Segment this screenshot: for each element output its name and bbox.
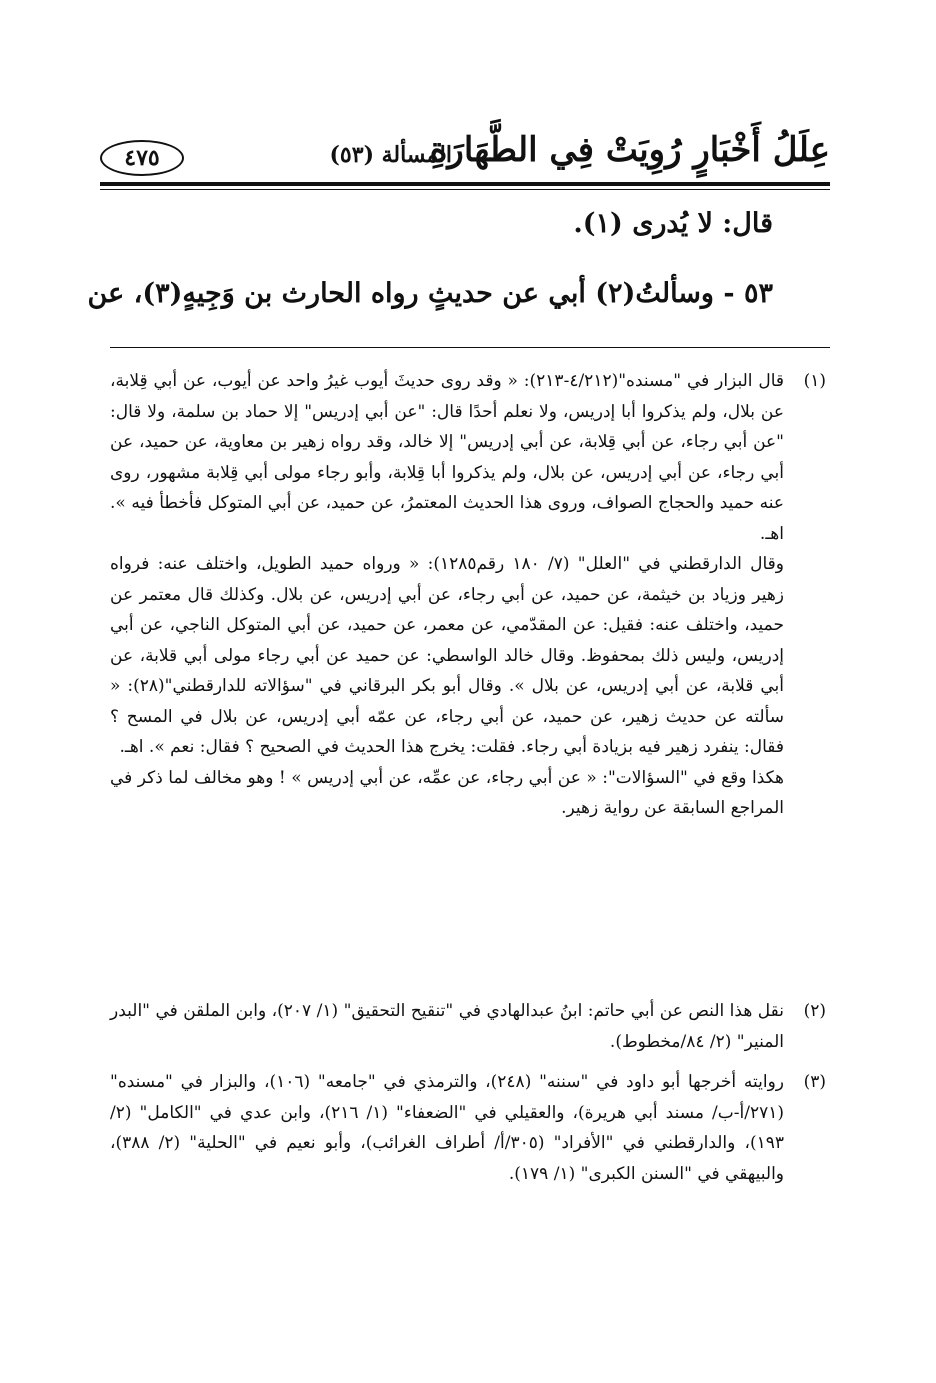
header-rule-thin	[100, 189, 830, 190]
footnote-text: روايته أخرجها أبو داود في "سننه" (٢٤٨)، والترمذي في "جامعه" (١٠٦)، والبزار في "مسنده" (٢٧١/أ-ب/ مسند أبي هريرة)، والعقيلي في "الضعفاء" (١/ ٢١٦)، وابن عدي في "الكامل" (٢/ ١٩٣)، والدارقطني في "الأفراد" (٣٠٥/أ/ أطراف الغرائب)، وأبو نعيم في "الحلية" (٢/ ٣٨٨)، والبيهقي في "السنن الكبرى" (١/ ١٧٩).	[110, 1072, 785, 1184]
footnote-continuation: وقال الدارقطني في "العلل" (٧/ ١٨٠ رقم١٢٨٥): « ورواه حميد الطويل، واختلف عنه: فرواه زهير وزياد بن خيثمة، عن حميد، عن أبي رجاء، عن أبي إدريس، عن بلال. وكذلك قال معتمر عن حميد، واختلف عنه: فقيل: عن المقدّمي، عن معمر، عن حميد، عن أبي المتوكل الناجي، عن أبي إدريس، وليس ذلك بمحفوظ. وقال خالد الواسطي: عن حميد عن أبي رجاء مولى أبي قلابة، عن أبي قلابة، عن أبي إدريس، عن بلال ». وقال أبو بكر البرقاني في "سؤالاته للدارقطني"(٢٨): « سألته عن حديث زهير، عن حميد، عن أبي رجاء، عن عمّه أبي إدريس، عن بلال في المسح ؟ فقال: ينفرد زهير فيه بزيادة أبي رجاء. فقلت: يخرج هذا الحديث في الصحيح ؟ فقال: نعم ». اهـ.	[110, 554, 785, 757]
footnote-continuation: هكذا وقع في "السؤالات": « عن أبي رجاء، عن عمِّه، عن أبي إدريس » ! وهو مخالف لما ذكر في المراجع السابقة عن رواية زهير.	[110, 767, 784, 818]
footnote-text: قال البزار في "مسنده"(٤/٢١٢-٢١٣): « وقد روى حديثَ أيوب غيرُ واحد عن أيوب، عن أبي قِلابة، عن بلال، ولم يذكروا أبا إدريس، ولا نعلم أحدًا قال: "عن أبي إدريس" إلا حماد بن سلمة، ولا قال: "عن أبي رجاء، عن أبي قِلابة، عن أبي إدريس" إلا خالد، وقد رواه زهير بن معاوية، عن حميد، عن أبي رجاء، عن أبي إدريس، عن بلال، ولم يذكروا أبا قِلابة، وأبو رجاء مولى أبي قِلابة مشهور، روى عنه حميد والحجاج الصواف، وروى هذا الحديث المعتمرُ، عن حميد، عن أبي المتوكل فأخطأ فيه ». اهـ.	[110, 371, 785, 544]
footnote-text: نقل هذا النص عن أبي حاتم: ابنُ عبدالهادي في "تنقيح التحقيق" (١/ ٢٠٧)، وابن الملقن في "البدر المنير" (٢/ ٨٤/مخطوط).	[110, 1001, 784, 1052]
footnote-1	[110, 366, 826, 824]
header-rule-thick	[100, 182, 830, 186]
footnote-2	[110, 996, 826, 1057]
footnote-number: (٣)	[803, 1072, 826, 1092]
issue-label: المسألة (٥٣)	[329, 142, 452, 168]
footnote-separator	[110, 347, 830, 348]
page-header	[100, 112, 830, 184]
book-title: عِلَلُ أَخْبَارٍ رُوِيَتْ فِي الطَّهَارَةِ	[429, 130, 830, 170]
main-line-1: قال: لا يُدرى (١).	[573, 208, 773, 239]
main-line-2: ٥٣ - وسألتُ(٢) أبي عن حديثٍ رواه الحارث بن وَجِيهٍ(٣)، عن	[87, 278, 773, 309]
page-number-oval	[100, 140, 184, 176]
footnote-number: (٢)	[803, 1001, 826, 1021]
page-number: ٤٧٥	[124, 145, 160, 171]
footnote-number: (١)	[803, 371, 826, 391]
footnote-3	[110, 1067, 826, 1189]
